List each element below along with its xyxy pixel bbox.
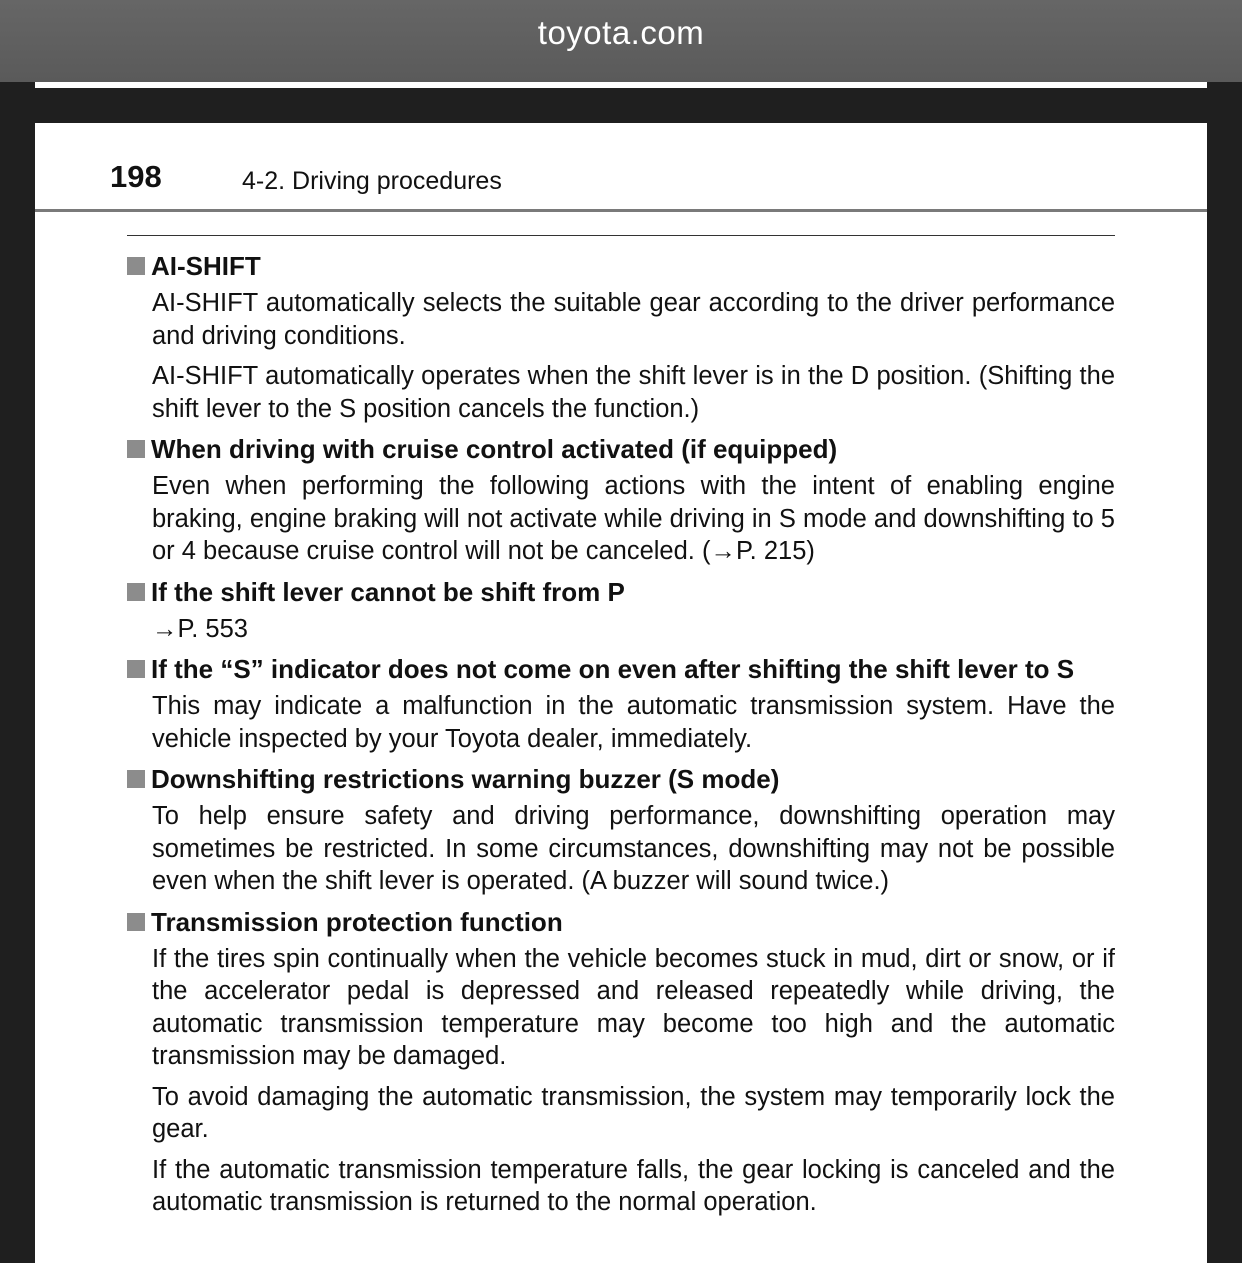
paragraph: Even when performing the following actions with the intent of enabling engine braking, engine braking will not activate while driving in S mode and downshifting to 5 or 4 because cruise control will not be canceled. (→P. 215) (152, 472, 1115, 565)
entry-s-indicator (127, 653, 1115, 755)
entry-heading (127, 906, 1115, 938)
page-header (35, 123, 1207, 212)
entry-heading-text: If the shift lever cannot be shift from P (151, 576, 625, 607)
paragraph: To help ensure safety and driving performance, downshifting operation may sometimes be restricted. In some circumstances, downshifting may not be possible even when the shift lever is operated. (A buzzer will sound twice.) (152, 802, 1115, 895)
square-bullet-icon (127, 660, 145, 678)
entry-downshift-buzzer (127, 763, 1115, 898)
entry-shift-from-p (127, 576, 1115, 646)
entry-heading-text: When driving with cruise control activated (if equipped) (151, 434, 838, 464)
paragraph: AI-SHIFT automatically selects the suitable gear according to the driver performance and driving conditions. (152, 289, 1115, 350)
square-bullet-icon (127, 770, 145, 788)
square-bullet-icon (127, 257, 145, 275)
paragraph: If the tires spin continually when the vehicle becomes stuck in mud, dirt or snow, or if the accelerator pedal is depressed and released repeatedly while driving, the automatic transmission temperature may become too high and the automatic transmission may be damaged. (152, 944, 1115, 1070)
paragraph: To avoid damaging the automatic transmission, the system may temporarily lock the gear. (152, 1082, 1115, 1143)
square-bullet-icon (127, 913, 145, 931)
entry-heading (127, 433, 1115, 465)
entry-heading-text: Downshifting restrictions warning buzzer (S mode) (151, 764, 780, 794)
manual-page (35, 123, 1207, 1263)
page-reference: →P. 553 (152, 614, 248, 643)
entry-heading-text: If the “S” indicator does not come on even after shifting the shift lever to S (151, 654, 1075, 684)
paragraph: This may indicate a malfunction in the automatic transmission system. Have the vehicle inspected by your Toyota dealer, immediately. (152, 692, 1115, 753)
page-number: 198 (110, 159, 162, 194)
entry-heading (127, 653, 1115, 685)
paragraph: If the automatic transmission temperature falls, the gear locking is canceled and the automatic transmission is returned to the normal operation. (152, 1155, 1115, 1216)
entry-heading (127, 250, 1115, 282)
section-title: 4-2. Driving procedures (242, 167, 502, 195)
entry-heading-text: AI-SHIFT (151, 251, 261, 281)
page-content (127, 235, 1115, 1227)
entry-cruise-control (127, 433, 1115, 568)
browser-address-bar[interactable] (0, 0, 1242, 82)
entry-heading-text: Transmission protection function (151, 906, 563, 937)
entry-heading (127, 763, 1115, 795)
entry-ai-shift (127, 250, 1115, 425)
paragraph: AI-SHIFT automatically operates when the shift lever is in the D position. (Shifting the shift lever to the S position cancels the function.) (152, 362, 1115, 423)
url-text[interactable]: toyota.com (537, 14, 705, 51)
square-bullet-icon (127, 583, 145, 601)
square-bullet-icon (127, 440, 145, 458)
entry-heading (127, 576, 1115, 608)
entry-transmission-protection (127, 906, 1115, 1219)
previous-page-edge (35, 82, 1207, 88)
